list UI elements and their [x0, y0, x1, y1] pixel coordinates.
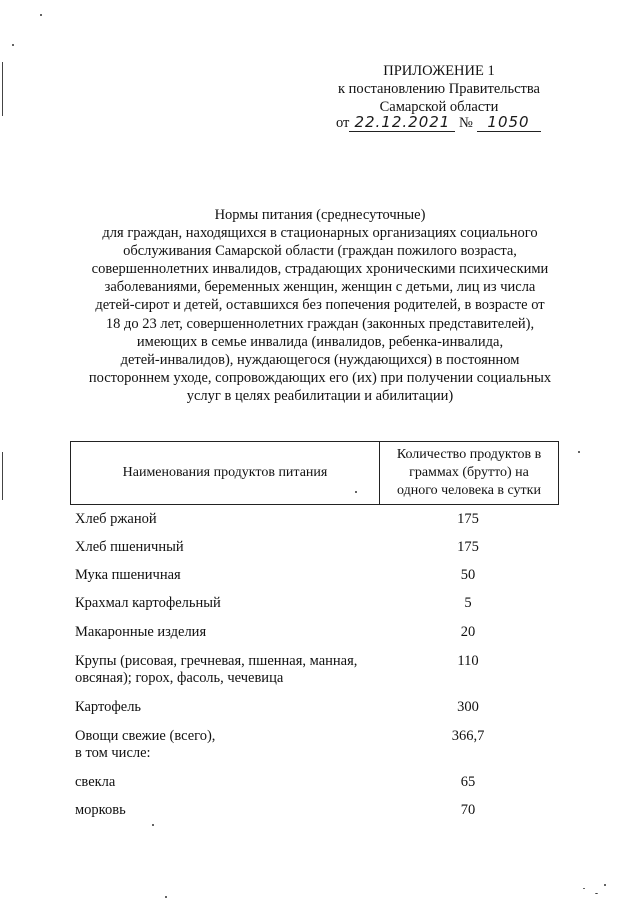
product-name: Хлеб пшеничный: [75, 539, 184, 555]
product-name: Крупы (рисовая, гречневая, пшенная, манная, овсяная); горох, фасоль, чечевица: [75, 653, 358, 686]
document-title: [60, 206, 580, 405]
resolution-number-field: [477, 114, 541, 132]
product-quantity: 300: [457, 699, 479, 715]
product-quantity: 110: [457, 653, 479, 669]
product-name: морковь: [75, 802, 126, 818]
product-quantity: 50: [460, 567, 476, 583]
product-quantity: 5: [464, 595, 472, 611]
product-name: Крахмал картофельный: [75, 595, 221, 611]
scan-speck: [595, 893, 598, 894]
table-header: [70, 441, 559, 505]
title-line: 18 до 23 лет, совершеннолетних граждан (законных представителей),: [105, 315, 535, 332]
product-quantity: 175: [457, 539, 479, 555]
title-line: совершеннолетних инвалидов, страдающих хроническими психическими: [91, 261, 549, 278]
product-name: свекла: [75, 774, 116, 790]
appendix-heading: ПРИЛОЖЕНИЕ 1: [383, 63, 495, 79]
scan-speck: [165, 896, 167, 898]
column-header-quantity: [380, 442, 558, 504]
number-sign: №: [459, 115, 473, 131]
product-name: Мука пшеничная: [75, 567, 181, 583]
resolution-date: 22.12.2021: [354, 113, 451, 131]
column-header-product: Наименования продуктов питания: [71, 442, 380, 504]
column-header-quantity-line: граммах (брутто) на: [409, 465, 529, 480]
scan-edge-mark: [2, 62, 3, 116]
title-line: услуг в целях реабилитации и абилитации): [186, 387, 454, 404]
scan-edge-mark: [2, 452, 3, 500]
column-header-quantity-line: одного человека в сутки: [397, 483, 541, 498]
title-line: постороннем уходе, сопровождающих его (их) при получении социальных: [88, 369, 552, 386]
product-name: Хлеб ржаной: [75, 511, 157, 527]
product-quantity: 65: [460, 774, 476, 790]
scan-speck: [583, 888, 585, 889]
title-line: обслуживания Самарской области (граждан пожилого возраста,: [123, 243, 517, 260]
title-line: детей-инвалидов), нуждающегося (нуждающихся) в постоянном: [120, 351, 520, 368]
product-quantity: 175: [457, 511, 479, 527]
scan-speck: [152, 824, 154, 826]
column-header-quantity-line: Количество продуктов в: [396, 447, 542, 462]
title-line: заболеваниями, беременных женщин, женщин с детьми, лиц из числа: [104, 279, 536, 296]
product-quantity: 366,7: [451, 728, 485, 744]
product-quantity: 70: [460, 802, 476, 818]
food-norms-table: [70, 441, 559, 818]
appendix-resolution-ref: к постановлению Правительства: [338, 81, 540, 97]
scan-speck: [604, 884, 606, 886]
appendix-region: Самарской области: [379, 99, 499, 115]
resolution-date-number: [336, 114, 566, 134]
scan-speck: [578, 451, 580, 453]
resolution-number: 1050: [487, 113, 530, 131]
product-quantity: 20: [460, 624, 476, 640]
title-line: имеющих в семье инвалида (инвалидов, ребенка-инвалида,: [136, 333, 504, 350]
appendix-header: [320, 62, 558, 116]
scan-speck: [12, 44, 14, 46]
title-line: для граждан, находящихся в стационарных организациях социального: [102, 225, 538, 242]
from-prefix: от: [336, 115, 350, 131]
product-name: Макаронные изделия: [75, 624, 207, 640]
resolution-date-field: [349, 114, 455, 132]
scan-speck: [40, 14, 42, 16]
title-line: Нормы питания (среднесуточные): [214, 207, 426, 223]
product-name: Картофель: [75, 699, 142, 715]
product-name: Овощи свежие (всего), в том числе:: [75, 728, 216, 761]
title-line: детей-сирот и детей, оставшихся без попечения родителей, в возрасте от: [95, 297, 545, 314]
